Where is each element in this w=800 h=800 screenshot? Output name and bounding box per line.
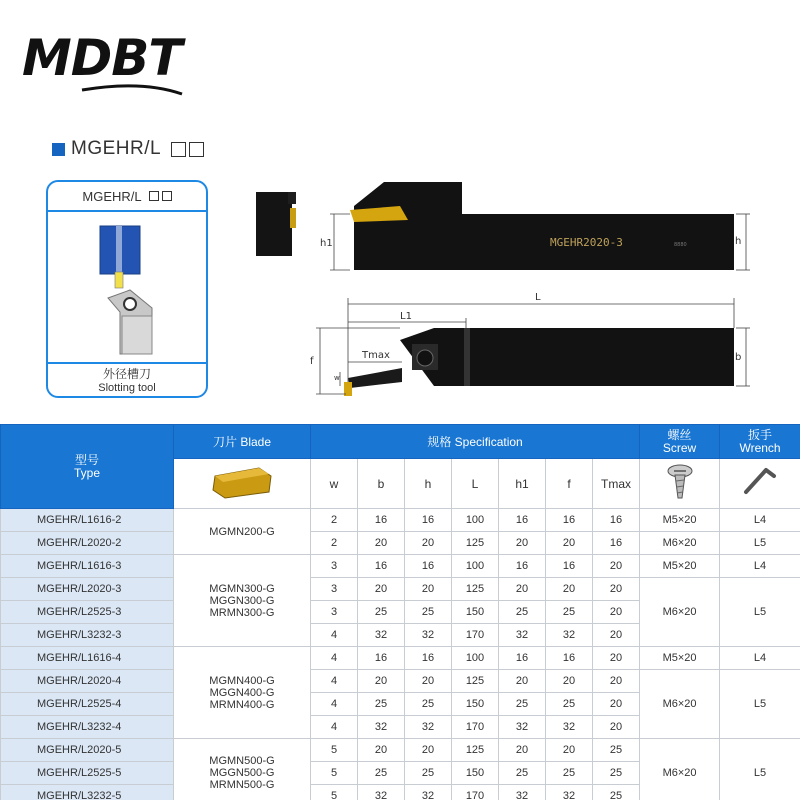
col-h1: h1 (499, 459, 546, 509)
spec-cell: 150 (452, 601, 499, 624)
dim-h-label: h (735, 236, 742, 247)
spec-cell: 100 (452, 647, 499, 670)
spec-cell: 20 (499, 670, 546, 693)
card-title (48, 182, 206, 212)
dim-Tmax-label: Tmax (362, 350, 390, 361)
spec-cell: 16 (593, 532, 640, 555)
spec-cell: 20 (546, 578, 593, 601)
wrench-icon-cell (720, 459, 800, 509)
spec-cell: 125 (452, 739, 499, 762)
side-view (256, 192, 296, 256)
logo-text: MDBT (22, 29, 182, 87)
spec-cell: 16 (499, 509, 546, 532)
spec-cell: 3 (311, 555, 358, 578)
spec-cell: 20 (593, 693, 640, 716)
spec-cell: 3 (311, 578, 358, 601)
spec-cell: 32 (499, 785, 546, 800)
spec-cell: 25 (593, 785, 640, 800)
spec-cell: 16 (593, 509, 640, 532)
spec-cell: 2 (311, 509, 358, 532)
spec-cell: 25 (593, 739, 640, 762)
table-row (1, 670, 800, 693)
spec-cell: 150 (452, 762, 499, 785)
spec-cell: M5×20 (640, 555, 720, 578)
table-row (1, 647, 800, 670)
hex-wrench-icon (740, 462, 780, 502)
holder-label: MGEHR2020-3 (550, 236, 623, 249)
spec-cell: 16 (358, 555, 405, 578)
spec-cell: 25 (546, 693, 593, 716)
spec-cell: 125 (452, 532, 499, 555)
spec-cell: 16 (405, 555, 452, 578)
spec-cell: 20 (499, 578, 546, 601)
col-f: f (546, 459, 593, 509)
header-screw: 螺丝 Screw (640, 425, 720, 459)
col-h: h (405, 459, 452, 509)
header-spec: 规格 Specification (311, 425, 640, 459)
header-wrench: 扳手 Wrench (720, 425, 800, 459)
spec-cell: 16 (358, 647, 405, 670)
screw-icon (663, 462, 697, 502)
spec-cell: 25 (358, 601, 405, 624)
model-cell: MGEHR/L1616-3 (1, 555, 174, 578)
spec-cell: 20 (546, 739, 593, 762)
spec-cell: 16 (546, 647, 593, 670)
spec-cell: 20 (499, 739, 546, 762)
series-heading (52, 138, 204, 160)
model-cell: MGEHR/L3232-3 (1, 624, 174, 647)
spec-cell: 4 (311, 693, 358, 716)
brand-logo (22, 28, 192, 98)
spec-cell: 4 (311, 670, 358, 693)
model-cell: MGEHR/L2525-4 (1, 693, 174, 716)
spec-cell: L5 (720, 578, 800, 647)
spec-cell: 20 (546, 670, 593, 693)
model-cell: MGEHR/L1616-2 (1, 509, 174, 532)
spec-cell: 3 (311, 601, 358, 624)
card-caption (48, 362, 206, 396)
table-row (1, 509, 800, 532)
model-cell: MGEHR/L2020-5 (1, 739, 174, 762)
model-cell: MGEHR/L2020-2 (1, 532, 174, 555)
spec-cell: 25 (358, 762, 405, 785)
spec-cell: 32 (499, 716, 546, 739)
logo-swoosh (22, 28, 192, 98)
tool-type-card (46, 180, 208, 398)
table-row (1, 578, 800, 601)
spec-cell: M5×20 (640, 509, 720, 532)
caption-zh: 外径槽刀 (102, 367, 151, 381)
header-model: 型号 Type (1, 425, 174, 509)
col-tmax: Tmax (593, 459, 640, 509)
placeholder-box-icon (149, 191, 159, 201)
spec-cell: 20 (405, 739, 452, 762)
spec-cell: 20 (358, 578, 405, 601)
placeholder-box-icon (171, 142, 186, 157)
spec-cell: 16 (499, 647, 546, 670)
spec-cell: 32 (358, 716, 405, 739)
spec-cell: 16 (405, 647, 452, 670)
spec-cell: 20 (593, 624, 640, 647)
spec-cell: 20 (405, 670, 452, 693)
front-view (350, 182, 734, 270)
spec-cell: 4 (311, 716, 358, 739)
placeholder-boxes (171, 142, 204, 157)
spec-cell: 5 (311, 785, 358, 800)
spec-cell: 32 (405, 624, 452, 647)
header-blade: 刀片 Blade (174, 425, 311, 459)
spec-cell: M5×20 (640, 647, 720, 670)
card-placeholder-boxes (149, 191, 172, 201)
spec-cell: 32 (405, 716, 452, 739)
technical-drawing (250, 172, 790, 412)
dim-b-label: b (735, 352, 742, 363)
spec-cell: 20 (546, 532, 593, 555)
table-row (1, 739, 800, 762)
slotting-tool-illustration (48, 212, 206, 362)
caption-en: Slotting tool (98, 382, 156, 394)
spec-cell: 5 (311, 762, 358, 785)
spec-cell: 25 (405, 601, 452, 624)
spec-cell: M6×20 (640, 670, 720, 739)
spec-cell: 16 (405, 509, 452, 532)
spec-cell: 20 (593, 647, 640, 670)
spec-cell: 32 (358, 785, 405, 800)
placeholder-box-icon (189, 142, 204, 157)
spec-cell: 4 (311, 647, 358, 670)
spec-cell: 20 (405, 578, 452, 601)
blade-insert-icon (209, 462, 275, 502)
model-cell: MGEHR/L2020-3 (1, 578, 174, 601)
dim-h1-label: h1 (320, 238, 333, 249)
spec-cell: M6×20 (640, 532, 720, 555)
spec-cell: 25 (546, 601, 593, 624)
spec-cell: 16 (499, 555, 546, 578)
dim-L-label: L (535, 292, 541, 303)
placeholder-box-icon (162, 191, 172, 201)
spec-cell: 25 (405, 762, 452, 785)
spec-cell: 20 (593, 670, 640, 693)
spec-cell: L4 (720, 509, 800, 532)
blade-group-2: MGMN300-G MGGN300-G MRMN300-G (174, 555, 311, 647)
spec-cell: 170 (452, 785, 499, 800)
spec-cell: 32 (546, 716, 593, 739)
blade-group-3: MGMN400-G MGGN400-G MRMN400-G (174, 647, 311, 739)
svg-text:8880: 8880 (674, 242, 687, 248)
spec-cell: L4 (720, 555, 800, 578)
model-cell: MGEHR/L2525-5 (1, 762, 174, 785)
spec-cell: 125 (452, 670, 499, 693)
dim-L1-label: L1 (400, 311, 412, 322)
screw-icon-cell (640, 459, 720, 509)
table-row (1, 555, 800, 578)
spec-cell: 20 (593, 716, 640, 739)
spec-cell: 5 (311, 739, 358, 762)
spec-cell: 20 (499, 532, 546, 555)
series-title: MGEHR/L (71, 138, 162, 159)
blade-group-4: MGMN500-G MGGN500-G MRMN500-G (174, 739, 311, 800)
spec-cell: 25 (499, 693, 546, 716)
spec-cell: 20 (358, 670, 405, 693)
model-cell: MGEHR/L2020-4 (1, 670, 174, 693)
spec-cell: 20 (405, 532, 452, 555)
spec-cell: L5 (720, 670, 800, 739)
spec-cell: 32 (546, 785, 593, 800)
spec-cell: 32 (546, 624, 593, 647)
dim-h1 (330, 214, 350, 270)
spec-cell: 16 (546, 509, 593, 532)
card-title-text: MGEHR/L (82, 188, 142, 204)
spec-cell: 25 (593, 762, 640, 785)
spec-cell: 25 (358, 693, 405, 716)
model-cell: MGEHR/L3232-4 (1, 716, 174, 739)
spec-cell: 32 (499, 624, 546, 647)
spec-cell: 150 (452, 693, 499, 716)
dim-f-label: f (310, 356, 314, 367)
spec-cell: 20 (593, 601, 640, 624)
spec-cell: 170 (452, 716, 499, 739)
spec-cell: 170 (452, 624, 499, 647)
spec-cell: L4 (720, 647, 800, 670)
spec-table (0, 424, 800, 800)
spec-cell: 25 (405, 693, 452, 716)
spec-cell: 20 (358, 532, 405, 555)
spec-cell: 4 (311, 624, 358, 647)
blade-image-cell (174, 459, 311, 509)
series-square-icon (52, 143, 65, 156)
spec-cell: 2 (311, 532, 358, 555)
spec-cell: 25 (499, 601, 546, 624)
spec-cell: 16 (546, 555, 593, 578)
blade-group-1: MGMN200-G (174, 509, 311, 555)
spec-cell: 100 (452, 509, 499, 532)
col-b: b (358, 459, 405, 509)
top-view (344, 328, 734, 396)
spec-cell: M6×20 (640, 739, 720, 800)
col-w: w (311, 459, 358, 509)
spec-cell: 32 (358, 624, 405, 647)
model-cell: MGEHR/L1616-4 (1, 647, 174, 670)
spec-cell: L5 (720, 532, 800, 555)
spec-cell: M6×20 (640, 578, 720, 647)
spec-cell: 20 (593, 578, 640, 601)
col-L: L (452, 459, 499, 509)
model-cell: MGEHR/L2525-3 (1, 601, 174, 624)
dim-w-label: w (334, 374, 340, 382)
spec-cell: 20 (358, 739, 405, 762)
spec-cell: 32 (405, 785, 452, 800)
model-cell: MGEHR/L3232-5 (1, 785, 174, 800)
spec-cell: 125 (452, 578, 499, 601)
spec-cell: 16 (358, 509, 405, 532)
spec-cell: 20 (593, 555, 640, 578)
spec-cell: 100 (452, 555, 499, 578)
spec-cell: 25 (499, 762, 546, 785)
table-row (1, 532, 800, 555)
spec-cell: L5 (720, 739, 800, 800)
spec-cell: 25 (546, 762, 593, 785)
